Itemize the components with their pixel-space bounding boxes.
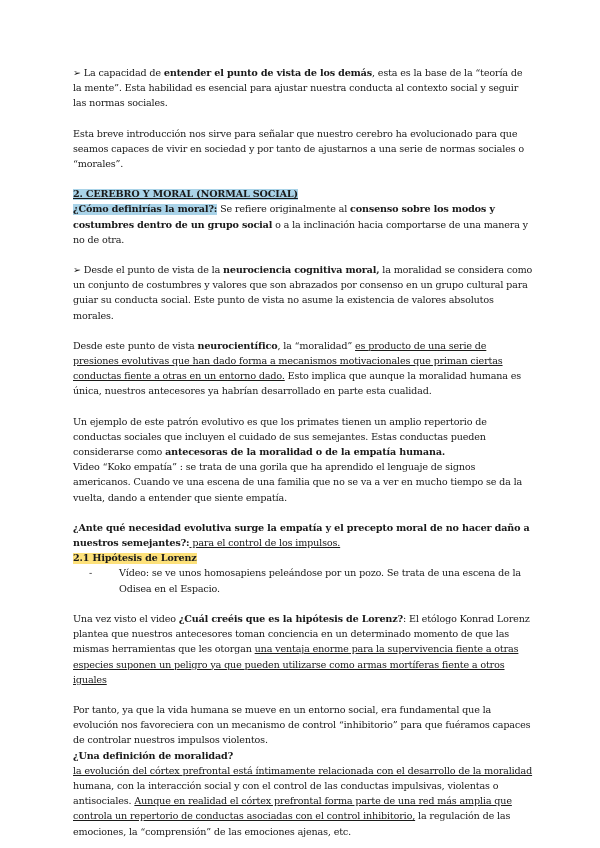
section-heading-cerebro-moral: 2. CEREBRO Y MORAL (NORMAL SOCIAL) [73,189,298,201]
paragraph-neuroscience: ➢ Desde el punto de vista de la neurociencia cognitiva moral, la moralidad se considera como un conjunto de costumbres y valores que son abrazados por consenso en un grupo cultural para guiar su conducta social. Este punto de vista no asume la existencia de valores absolutos morales. [73,265,533,322]
subheading-morality-definition: ¿Una definición de moralidad? [73,750,234,762]
document-body [73,66,533,840]
underlined-phrase: es producto de una serie de presiones evolutivas que han dado forma a mecanismos motivacionales que priman ciertas conductas fiente a otras en un entorno dado. [73,340,503,383]
underlined-phrase: una ventaja enorme para la supervivencia fiente a otras especies suponen un peligro ya que pueden utilizarse como armas mortíferas fiente a otros iguales [73,644,519,686]
paragraph-prefrontal-cortex: la evolución del córtex prefrontal está íntimamente relacionada con el desarrollo de la moralidad humana, con la interacción social y con el control de las conductas impulsivas, violentas o antisociales. Aunque en realidad el córtex prefrontal forma parte de una red más amplia que controla un repertorio de conductas asociadas con el control inhibitorio, la regulación de las emociones, la “comprensión” de las emociones ajenas, etc. [73,765,533,838]
paragraph-primates: Un ejemplo de este patrón evolutivo es que los primates tienen un amplio repertorio de conductas sociales que incluyen el cuidado de sus semejantes. Estas conductas pueden considerarse como antecesoras de la moralidad o de la empatía humana. [73,416,487,459]
section-heading-lorenz: 2.1 Hipótesis de Lorenz [73,553,197,565]
paragraph-evolutionary-question: ¿Ante qué necesidad evolutiva surge la empatía y el precepto moral de no hacer daño a nuestros semejantes?: para el control de los impulsos. [73,522,530,550]
paragraph-theory-of-mind: ➢ La capacidad de entender el punto de vista de los demás, esta es la base de la “teoría de la mente”. Esta habilidad es esencial para ajustar nuestra conducta al contexto social y seguir las normas sociales. [73,68,523,110]
list-item [89,566,533,596]
paragraph-moral-definition: ¿Cómo definirías la moral?: Se refiere originalmente al consenso sobre los modos y costumbres dentro de un grupo social o a la inclinación hacia comportarse de una manera y no de otra. [73,204,528,246]
paragraph-koko-video: Video “Koko empatía” : se trata de una gorila que ha aprendido el lenguaje de signos americanos. Cuando ve una escena de una familia que no se va a ver en mucho tiempo se da la vuelta, dando a entender que siente empatía. [73,462,523,504]
highlighted-question: ¿Cómo definirías la moral?: [73,204,218,216]
paragraph-evolutionary-pressures: Desde este punto de vista neurocientífico, la “moralidad” es producto de una serie de presiones evolutivas que han dado forma a mecanismos motivacionales que priman ciertas conductas fiente a otras en un entorno dado. Esto implica que aunque la moralidad humana es única, nuestros antecesores ya habrían desarrollado en parte esta cualidad. [73,340,522,398]
list-item-text: Vídeo: se ve unos homosapiens peleándose por un pozo. Se trata de una escena de la Odisea en el Espacio. [119,568,521,595]
paragraph-introduction: Esta breve introducción nos sirve para señalar que nuestro cerebro ha evolucionado para que seamos capaces de vivir en sociedad y por tanto de ajustarnos a una serie de normas sociales o “morales”. [73,128,524,171]
bold-phrase: entender el punto de vista de los demás [163,68,372,79]
paragraph-inhibitory-control: Por tanto, ya que la vida humana se mueve en un entorno social, era fundamental que la evolución nos favoreciera con un mecanismo de control “inhibitorio” para que fuéramos capaces de controlar nuestros impulsos violentos. [73,704,531,747]
dash-bullet: - [89,568,93,580]
paragraph-lorenz-hypothesis: Una vez visto el video ¿Cuál creéis que es la hipótesis de Lorenz?: El etólogo Konrad Lorenz plantea que nuestros antecesores toman conciencia en un determinado momento de que las mismas herramientas que les otorgan una ventaja enorme para la supervivencia fiente a otras especies suponen un peligro ya que pueden utilizarse como armas mortíferas fiente a otros iguales [73,613,530,686]
